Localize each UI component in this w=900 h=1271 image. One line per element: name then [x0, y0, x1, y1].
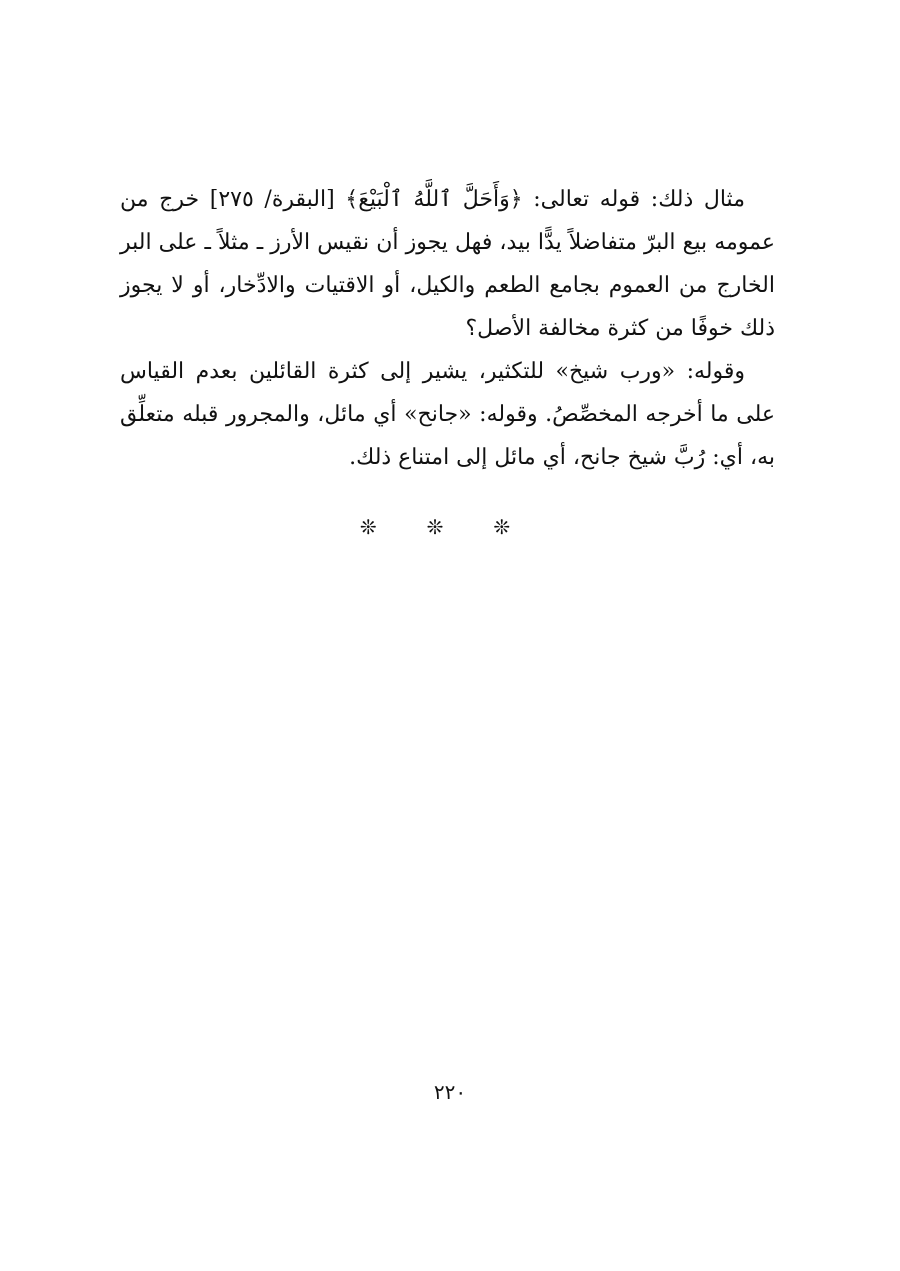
section-separator: [0, 515, 900, 539]
star-icon: ❊: [359, 515, 407, 539]
page-number: ٢٢٠: [433, 1080, 467, 1104]
main-text: [120, 178, 775, 479]
star-icon: ❊: [426, 515, 474, 539]
paragraph-explanation: وقوله: «ورب شيخ» للتكثير، يشير إلى كثرة القائلين بعدم القياس على ما أخرجه المخصِّصُ. وقوله: «جانح» أي مائل، والمجرور قبله متعلِّق به، أي: رُبَّ شيخ جانح، أي مائل إلى امتناع ذلك.: [120, 359, 775, 470]
paragraph-example: مثال ذلك: قوله تعالى: ﴿وَأَحَلَّ ٱللَّهُ ٱلْبَيْعَ﴾ [البقرة/ ٢٧٥] خرج من عمومه بيع البرّ متفاضلاً يدًّا بيد، فهل يجوز أن نقيس الأرز ـ مثلاً ـ على البر الخارج من العموم بجامع الطعم والكيل، أو الاقتيات والادِّخار، أو لا يجوز ذلك خوفًا من كثرة مخالفة الأصل؟: [120, 187, 775, 341]
star-icon: ❊: [493, 515, 541, 539]
